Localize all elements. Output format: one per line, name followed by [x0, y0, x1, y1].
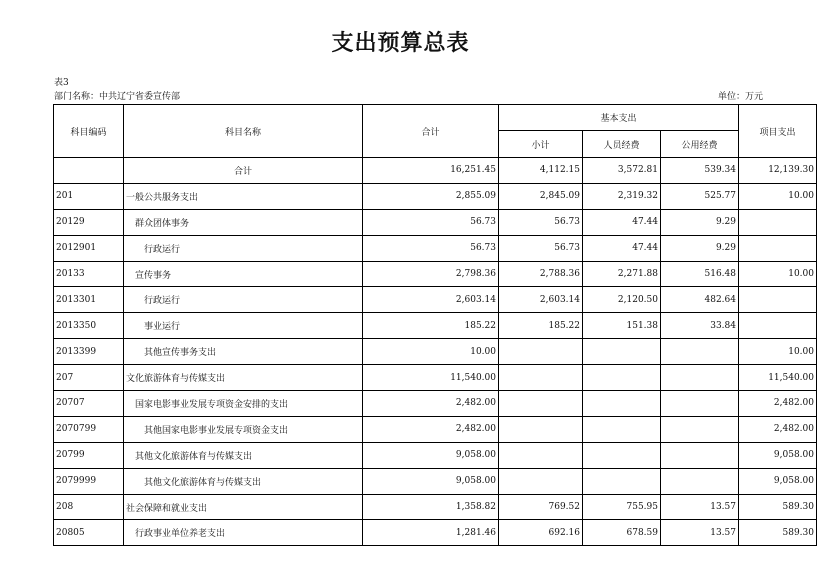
cell-code: 2079999	[54, 468, 124, 494]
cell-total: 9,058.00	[363, 442, 499, 468]
header-code: 科目编码	[54, 105, 124, 158]
cell-public: 539.34	[661, 158, 739, 184]
cell-total: 2,603.14	[363, 287, 499, 313]
cell-code: 2013399	[54, 339, 124, 365]
cell-personnel	[583, 391, 661, 417]
cell-total: 16,251.45	[363, 158, 499, 184]
cell-code: 207	[54, 365, 124, 391]
cell-name: 其他国家电影事业发展专项资金支出	[124, 416, 363, 442]
table-row	[54, 209, 817, 235]
cell-name: 一般公共服务支出	[124, 183, 363, 209]
total-row	[54, 158, 817, 184]
header-basic: 基本支出	[499, 105, 739, 131]
cell-code: 2013301	[54, 287, 124, 313]
cell-project: 589.30	[739, 520, 817, 546]
table-row	[54, 468, 817, 494]
table-row	[54, 313, 817, 339]
cell-code: 208	[54, 494, 124, 520]
cell-name: 群众团体事务	[124, 209, 363, 235]
header-subtotal: 小计	[499, 131, 583, 158]
cell-subtotal: 56.73	[499, 209, 583, 235]
cell-public: 13.57	[661, 494, 739, 520]
cell-public	[661, 365, 739, 391]
cell-project: 2,482.00	[739, 416, 817, 442]
table-row	[54, 442, 817, 468]
cell-total: 2,482.00	[363, 391, 499, 417]
cell-project: 2,482.00	[739, 391, 817, 417]
cell-code: 2012901	[54, 235, 124, 261]
header-project: 项目支出	[739, 105, 817, 158]
table-row	[54, 391, 817, 417]
budget-table	[53, 104, 817, 546]
cell-code: 20133	[54, 261, 124, 287]
table-row	[54, 416, 817, 442]
header-name: 科目名称	[124, 105, 363, 158]
cell-name: 行政运行	[124, 235, 363, 261]
cell-project	[739, 209, 817, 235]
cell-project	[739, 313, 817, 339]
header-public: 公用经费	[661, 131, 739, 158]
cell-public: 33.84	[661, 313, 739, 339]
cell-subtotal: 769.52	[499, 494, 583, 520]
cell-personnel: 755.95	[583, 494, 661, 520]
header-personnel: 人员经费	[583, 131, 661, 158]
cell-name: 行政事业单位养老支出	[124, 520, 363, 546]
cell-subtotal: 185.22	[499, 313, 583, 339]
cell-project: 9,058.00	[739, 468, 817, 494]
cell-subtotal: 2,845.09	[499, 183, 583, 209]
cell-project: 9,058.00	[739, 442, 817, 468]
cell-name: 事业运行	[124, 313, 363, 339]
cell-code: 20707	[54, 391, 124, 417]
cell-name: 行政运行	[124, 287, 363, 313]
cell-total: 2,482.00	[363, 416, 499, 442]
cell-code: 201	[54, 183, 124, 209]
cell-project	[739, 235, 817, 261]
unit-label: 单位：万元	[717, 92, 763, 102]
table-row	[54, 261, 817, 287]
cell-personnel: 2,271.88	[583, 261, 661, 287]
cell-project: 10.00	[739, 183, 817, 209]
cell-personnel	[583, 339, 661, 365]
cell-subtotal	[499, 468, 583, 494]
cell-personnel	[583, 442, 661, 468]
cell-total: 56.73	[363, 209, 499, 235]
cell-name: 宣传事务	[124, 261, 363, 287]
page-title: 支出预算总表	[331, 31, 470, 56]
cell-public: 9.29	[661, 235, 739, 261]
cell-project: 10.00	[739, 339, 817, 365]
table-row	[54, 183, 817, 209]
cell-subtotal: 692.16	[499, 520, 583, 546]
cell-personnel: 47.44	[583, 235, 661, 261]
cell-code	[54, 158, 124, 184]
table-row	[54, 365, 817, 391]
header-total: 合计	[363, 105, 499, 158]
cell-personnel	[583, 468, 661, 494]
cell-name: 其他宣传事务支出	[124, 339, 363, 365]
cell-public: 482.64	[661, 287, 739, 313]
cell-subtotal: 4,112.15	[499, 158, 583, 184]
cell-project	[739, 287, 817, 313]
cell-public	[661, 416, 739, 442]
cell-personnel	[583, 365, 661, 391]
table-number: 表3	[54, 78, 69, 88]
cell-personnel: 2,120.50	[583, 287, 661, 313]
cell-project: 10.00	[739, 261, 817, 287]
cell-public: 9.29	[661, 209, 739, 235]
cell-subtotal: 56.73	[499, 235, 583, 261]
cell-total: 1,358.82	[363, 494, 499, 520]
cell-total: 2,798.36	[363, 261, 499, 287]
cell-personnel: 151.38	[583, 313, 661, 339]
cell-name: 其他文化旅游体育与传媒支出	[124, 442, 363, 468]
table-row	[54, 339, 817, 365]
cell-personnel	[583, 416, 661, 442]
cell-total: 11,540.00	[363, 365, 499, 391]
cell-total: 56.73	[363, 235, 499, 261]
cell-code: 2013350	[54, 313, 124, 339]
table-row	[54, 235, 817, 261]
cell-subtotal	[499, 442, 583, 468]
cell-total: 9,058.00	[363, 468, 499, 494]
cell-total: 185.22	[363, 313, 499, 339]
cell-subtotal: 2,788.36	[499, 261, 583, 287]
cell-code: 20805	[54, 520, 124, 546]
department-name: 部门名称：中共辽宁省委宣传部	[54, 92, 181, 102]
cell-name: 其他文化旅游体育与传媒支出	[124, 468, 363, 494]
cell-subtotal: 2,603.14	[499, 287, 583, 313]
cell-total: 2,855.09	[363, 183, 499, 209]
cell-code: 20129	[54, 209, 124, 235]
cell-personnel: 3,572.81	[583, 158, 661, 184]
cell-personnel: 47.44	[583, 209, 661, 235]
cell-subtotal	[499, 391, 583, 417]
cell-personnel: 2,319.32	[583, 183, 661, 209]
cell-public	[661, 442, 739, 468]
cell-subtotal	[499, 339, 583, 365]
cell-public: 525.77	[661, 183, 739, 209]
cell-public	[661, 339, 739, 365]
cell-project: 12,139.30	[739, 158, 817, 184]
cell-subtotal	[499, 365, 583, 391]
cell-code: 20799	[54, 442, 124, 468]
cell-total: 10.00	[363, 339, 499, 365]
table-row	[54, 520, 817, 546]
table-row	[54, 494, 817, 520]
cell-subtotal	[499, 416, 583, 442]
cell-name: 国家电影事业发展专项资金安排的支出	[124, 391, 363, 417]
cell-public: 516.48	[661, 261, 739, 287]
cell-total: 1,281.46	[363, 520, 499, 546]
cell-public	[661, 468, 739, 494]
cell-public	[661, 391, 739, 417]
cell-personnel: 678.59	[583, 520, 661, 546]
cell-public: 13.57	[661, 520, 739, 546]
cell-code: 2070799	[54, 416, 124, 442]
cell-project: 11,540.00	[739, 365, 817, 391]
cell-name: 合计	[124, 158, 363, 184]
cell-name: 文化旅游体育与传媒支出	[124, 365, 363, 391]
cell-project: 589.30	[739, 494, 817, 520]
table-row	[54, 287, 817, 313]
cell-name: 社会保障和就业支出	[124, 494, 363, 520]
